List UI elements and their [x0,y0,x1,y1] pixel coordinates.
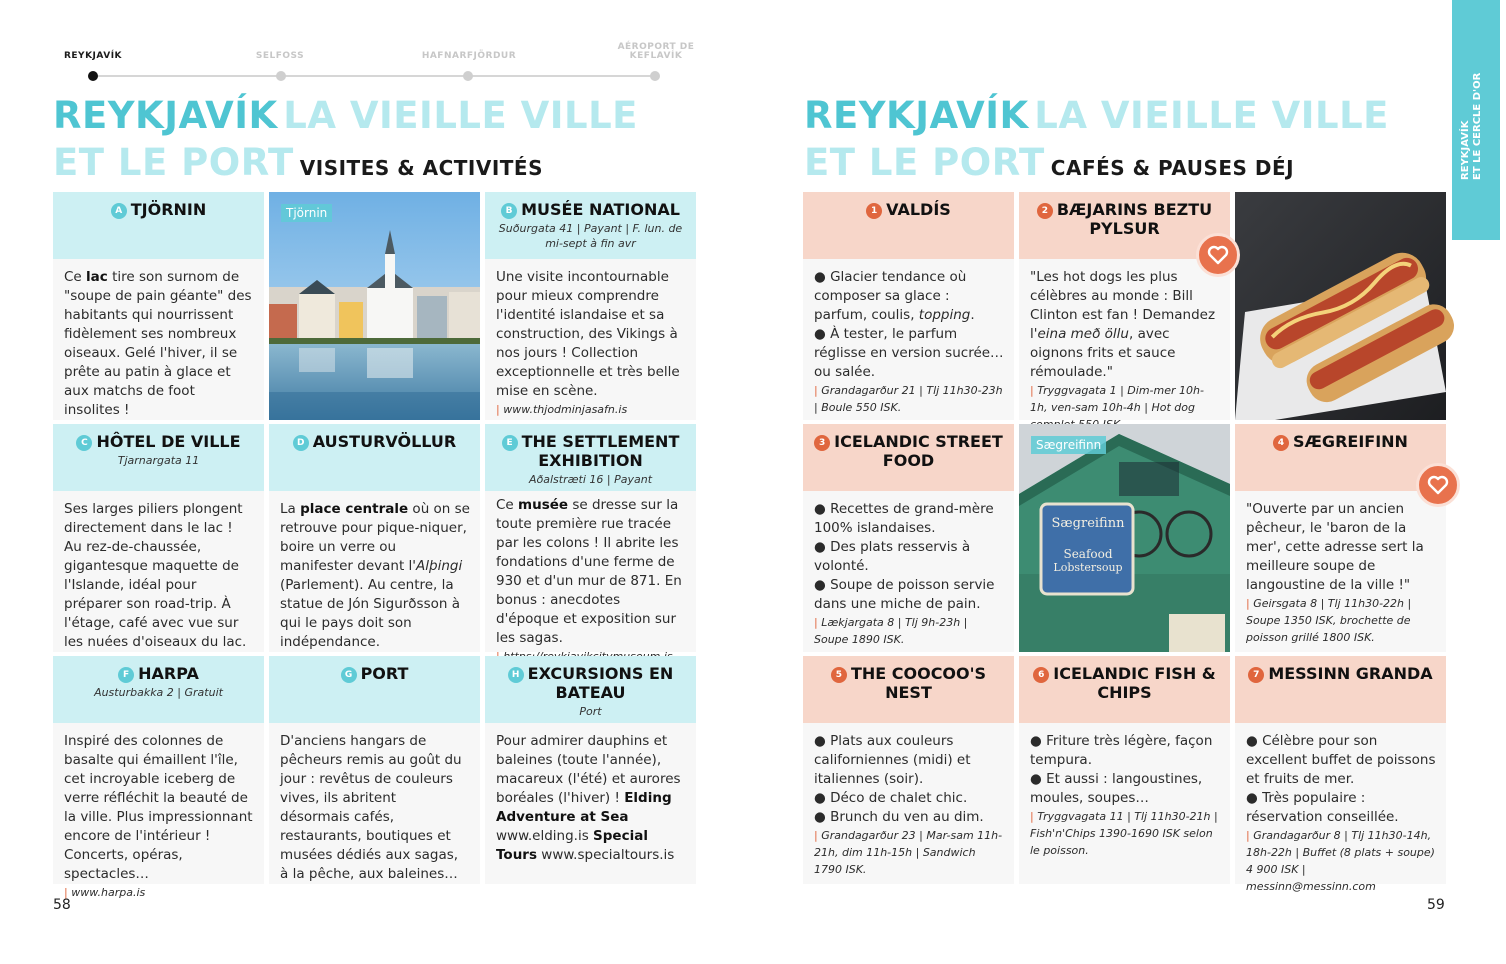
bullet-icon: ● [814,326,831,342]
card-info: Grandagarður 21 | Tlj 11h30-23h | Boule 550 ISK. [814,384,1003,414]
badge-4: 4 [1273,435,1289,451]
route-timeline [60,40,695,90]
card-title: ICELANDIC STREET FOOD [834,432,1003,470]
card-tjornin [53,192,264,420]
card-text: Pour admirer dauphins et baleines (toute l'année), macareux (l'été) et aurores boréales (l'hiver) ! Elding Adventure at Sea www.elding.is Special Tours www.specialtours.is [496,733,681,863]
tjornin-illustration [269,192,480,420]
card-excursions-bateau [485,656,696,884]
card-text: Ses larges piliers plongent directement dans le lac ! Au rez-de-chaussée, gigantesque maquette de l'Islande, idéal pour préparer son road-trip. À l'étage, café avec vue sur les nuées d'oiseaux du lac. [64,501,247,650]
card-title: HÔTEL DE VILLE [96,432,241,451]
card-settlement-exhibition [485,424,696,652]
heading-section: VISITES & ACTIVITÉS [299,156,543,180]
card-title: HARPA [138,664,199,683]
card-text: ● Célèbre pour son excellent buffet de poissons et fruits de mer. ● Très populaire : réservation conseillée. | Grandagarður 8 | Tlj 11h30-14h, 18h-22h | Buffet (8 plats + soupe) 4 900 ISK | messinn@messinn.com [1246,733,1436,893]
sign-seafood: Seafood [1063,547,1113,561]
badge-d: D [293,435,309,451]
badge-3: 3 [814,435,830,451]
card-meta: Port [579,705,602,718]
card-text: Une visite incontournable pour mieux comprendre l'identité islandaise et sa construction, des Vikings à nos jours ! Collection exceptionnelle et très belle mise en scène. | www.thjodminjasafn.is [496,269,680,416]
heading-district: LA VIEILLE VILLE [283,94,638,137]
bullet-icon: ● [1246,790,1263,806]
card-info: Tryggvagata 11 | Tlj 11h30-21h | Fish'n'Chips 1390-1690 ISK selon le poisson. [1030,810,1218,857]
card-text: "Ouverte par un ancien pêcheur, le 'baron de la mer', cette adresse sert la meilleure soupe de langoustine de la ville !" | Geirsgata 8 | Tlj 11h30-22h | Soupe 1350 ISK, brochette de poisson grillé 1800 ISK. [1246,501,1424,644]
card-text: Ce musée se dresse sur la toute première rue tracée par les colons ! Il abrite les fondations d'une ferme de 930 et d'un mur de 871. En bonus : anecdotes d'époque et exposition sur les sagas. [485,491,696,665]
heading-district-2: ET LE PORT [53,141,294,184]
card-title: TJÖRNIN [130,200,207,219]
left-page-heading [53,96,638,190]
bullet-icon: ● [1030,733,1047,749]
card-harpa [53,656,264,899]
badge-1: 1 [866,203,882,219]
card-valdis [803,192,1014,420]
favorite-heart-icon[interactable] [1196,233,1240,277]
card-url[interactable]: www.harpa.is [71,886,146,899]
bullet-icon: ● [814,269,831,285]
bullet-icon: ● [814,539,831,555]
card-text: D'anciens hangars de pêcheurs remis au goût du jour : revêtus de couleurs vives, ils abritent désormais cafés, restaurants, boutiques et musées dédiés aux sagas, à la pêche, aux baleines… [280,733,462,882]
card-coocoos-nest [803,656,1014,884]
bullet-icon: ● [814,790,831,806]
sign-name: Sægreifinn [1051,516,1125,531]
badge-7: 7 [1248,667,1264,683]
card-port [269,656,480,884]
badge-b: B [501,203,517,219]
photo-hot-dog [1235,192,1446,420]
badge-h: H [508,667,524,683]
bullet-icon: ● [1030,771,1047,787]
right-cafes-grid [803,192,1448,893]
card-info: Tryggvagata 1 | Dim-mer 10h-1h, ven-sam 10h-4h | Hot dog [1030,384,1204,414]
card-text: Ce lac tire son surnom de "soupe de pain géante" des habitants qui nourrissent fidèlement ses nombreux oiseaux. Gelé l'hiver, il se prête au patin à glace et aux matchs de foot insolites ! [64,269,252,418]
card-messinn-granda [1235,656,1446,893]
heading-city: REYKJAVÍK [53,94,278,137]
card-meta: Austurbakka 2 | Gratuit [94,686,223,699]
card-text: "Les hot dogs les plus célèbres au monde : Bill Clinton est fan ! Demandez l'eina með öllu, avec oignons frits et sauce rémoulade." | Tryggvagata 1 | Dim-mer 10h-1h, ven-sam 10h-4h | Hot dog [1019,259,1230,433]
timeline-stop-selfoss[interactable]: SELFOSS [255,51,305,61]
card-text: Inspiré des colonnes de basalte qui émaillent l'île, cet incroyable iceberg de verre réfléchit la beauté de la ville. Plus impressionnant encore de l'intérieur ! Concerts, opéras, spectacles… | www.harpa.is [64,733,253,899]
heading-city: REYKJAVÍK [804,94,1029,137]
card-title: PORT [360,664,409,683]
side-tab-line-2: ET LE CERCLE D'OR [1472,72,1483,180]
badge-c: C [76,435,92,451]
card-title: BÆJARINS BEZTU PYLSUR [1056,200,1213,238]
card-musee-national [485,192,696,420]
card-text: La place centrale où on se retrouve pour pique-niquer, boire un verre ou manifester devant l'Alþingi (Parlement). Au centre, la statue de Jón Sigurðsson à qui le pays doit son indépendance. [280,501,470,650]
side-tab-line-1: REYKJAVÍK [1460,120,1471,180]
card-meta: Aðalstræti 16 | Payant [528,473,653,486]
timeline-line [93,75,658,77]
card-info: Geirsgata 8 | Tlj 11h30-22h | Soupe 1350 ISK, brochette de poisson grillé 1800 ISK. [1246,597,1412,644]
badge-g: G [341,667,357,683]
bullet-icon: ● [814,577,831,593]
badge-5: 5 [831,667,847,683]
page-number-left: 58 [53,897,71,913]
heading-section: CAFÉS & PAUSES DÉJ [1050,156,1295,180]
card-title: SÆGREIFINN [1293,432,1408,451]
card-text: ● Friture très légère, façon tempura. ● Et aussi : langoustines, moules, soupes… | Tryggvagata 11 | Tlj 11h30-21h | Fish'n'Chips 1390-1690 ISK selon le poisson. [1030,733,1218,857]
card-saegreifinn [1235,424,1446,652]
card-title: EXCURSIONS EN BATEAU [527,664,674,702]
timeline-dot-selfoss[interactable] [276,71,286,81]
card-url[interactable]: www.thjodminjasafn.is [503,403,628,416]
card-info: Lækjargata 8 | Tlj 9h-23h | Soupe 1890 ISK. [814,616,968,646]
timeline-dot-hafnarfjordur[interactable] [463,71,473,81]
card-meta: Tjarnargata 11 [117,454,200,467]
shop-sign [1045,510,1131,574]
bullet-icon: ● [814,809,831,825]
badge-6: 6 [1033,667,1049,683]
timeline-dot-keflavik[interactable] [650,71,660,81]
badge-e: E [502,435,518,451]
left-activities-grid [53,192,698,899]
card-info: Grandagarður 23 | Mar-sam 11h-21h, dim 11h-15h | Sandwich 1790 ISK. [814,829,1003,876]
card-hotel-de-ville [53,424,264,652]
card-title: THE SETTLEMENT EXHIBITION [521,432,680,470]
timeline-stop-keflavik[interactable]: AÉROPORT DE KEFLAVÍK [617,42,695,61]
heading-district: LA VIEILLE VILLE [1034,94,1389,137]
photo-tjornin [269,192,480,420]
photo-saegreifinn [1019,424,1230,652]
favorite-heart-icon[interactable] [1416,463,1460,507]
timeline-stop-hafnarfjordur[interactable]: HAFNARFJÖRDUR [421,51,517,61]
badge-a: A [111,203,127,219]
card-title: THE COOCOO'S NEST [850,664,987,702]
card-title: ICELANDIC FISH & CHIPS [1053,664,1216,702]
card-icelandic-street-food [803,424,1014,652]
card-austurvollur [269,424,480,652]
card-title: AUSTURVÖLLUR [312,432,457,451]
right-page-heading [804,96,1389,190]
timeline-stop-reykjavik[interactable]: REYKJAVÍK [63,51,123,61]
card-icelandic-fish-chips [1019,656,1230,884]
card-title: MESSINN GRANDA [1268,664,1433,683]
card-info: Grandagarður 8 | Tlj 11h30-14h, 18h-22h | Buffet (8 plats + soupe) 4 900 ISK | messinn@messinn.com [1246,829,1435,893]
bullet-icon: ● [814,733,831,749]
card-text: ● Recettes de grand-mère 100% islandaises. ● Des plats resservis à volonté. ● Soupe de poisson servie dans une miche de pain. | Lækjargata 8 | Tlj 9h-23h | Soupe 1890 ISK. [814,501,995,646]
card-text: ● Glacier tendance où composer sa glace : parfum, coulis, topping. ● À tester, le parfum réglisse en version sucrée… ou salée. | Grandagarður 21 | Tlj 11h30-23h | Boule 550 ISK. [814,269,1004,414]
page-number-right: 59 [1427,897,1445,913]
card-title: MUSÉE NATIONAL [521,200,680,219]
sign-lobstersoup: Lobstersoup [1053,561,1123,574]
timeline-dot-reykjavik[interactable] [88,71,98,81]
heading-district-2: ET LE PORT [804,141,1045,184]
bullet-icon: ● [1246,733,1263,749]
card-title: VALDÍS [886,200,951,219]
badge-f: F [118,667,134,683]
photo-tag: Sægreifinn [1031,436,1106,454]
card-baejarins-beztu [1019,192,1230,420]
chapter-side-tab[interactable] [1452,0,1500,240]
card-text: ● Plats aux couleurs californiennes (midi) et italiennes (soir). ● Déco de chalet chic. ● Brunch du ven au dim. | Grandagarður 23 | Mar-sam 11h-21h, dim 11h-15h | Sandwich 1790 ISK. [814,733,1003,876]
card-meta: Suðurgata 41 | Payant | F. lun. de mi-sept à fin avr [498,222,683,250]
badge-2: 2 [1037,203,1053,219]
hot-dog-illustration [1235,192,1446,420]
bullet-icon: ● [814,501,831,517]
photo-tag: Tjörnin [281,204,332,222]
